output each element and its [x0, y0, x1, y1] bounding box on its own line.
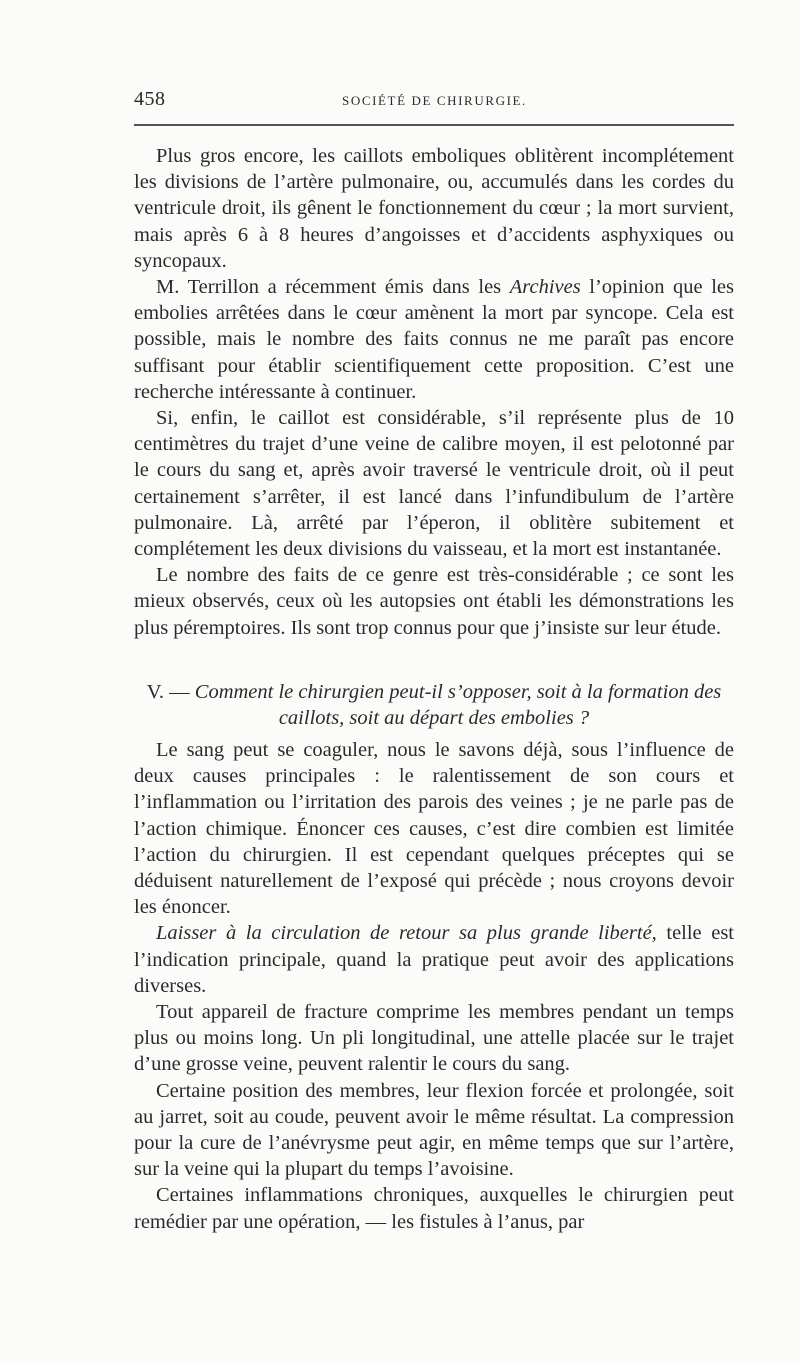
- paragraph-appareil-fracture: Tout appareil de fracture comprime les membres pendant un temps plus ou moins long. Un pli longitudinal, une attelle placée sur le trajet d’une grosse veine, peuvent ralentir le cours du sang.: [134, 1001, 734, 1076]
- body-text-lower: [134, 737, 734, 1235]
- section-number: V. —: [146, 681, 195, 703]
- laisser-italic: Laisser à la circulation de retour sa plus grande liberté,: [156, 922, 657, 945]
- paragraph-inflammations: Certaines inflammations chroniques, auxquelles le chirurgien peut remédier par une opération, — les fistules à l’anus, par: [134, 1184, 734, 1233]
- paragraph-caillot-considerable: Si, enfin, le caillot est considérable, s’il représente plus de 10 centimètres du trajet d’une veine de calibre moyen, il est pelotonné par le cours du sang et, après avoir traversé le ventricule droit, où il peut certainement s’arrêter, il est lancé dans l’infundibulum de l’artère pulmonaire. Là, arrêté par l’éperon, il oblitère subitement et complétement les deux divisions du vaisseau, et la mort est instantanée.: [134, 407, 734, 561]
- header-rule: [134, 124, 734, 126]
- terrillon-text-pre: M. Terrillon a récemment émis dans les: [156, 276, 510, 299]
- paragraph-position-membres: Certaine position des membres, leur flexion forcée et prolongée, soit au jarret, soit au coude, peuvent avoir le même résultat. La compression pour la cure de l’anévrysme peut agir, en même temps que sur l’artère, sur la veine qui la plupart du temps l’avoisine.: [134, 1079, 734, 1181]
- paragraph-nombre-faits: Le nombre des faits de ce genre est très-considérable ; ce sont les mieux observés, ceux où les autopsies ont établi les démonstrations les plus péremptoires. Ils sont trop connus pour que j’insiste sur leur étude.: [134, 564, 734, 639]
- terrillon-text-post: l’opinion que les embolies arrêtées dans le cœur amènent la mort par syncope.: [134, 276, 734, 325]
- paragraph-emboli-large: Plus gros encore, les caillots emboliques oblitèrent incomplétement les divisions de l’artère pulmonaire, ou, accumulés dans les cordes du ventricule droit, ils gênent le fonctionnement du cœur ; la mort survient, mais après 6 à 8 heures d’angoisses et d’accidents asphyxiques ou syncopaux.: [134, 145, 734, 272]
- section-heading: [134, 679, 734, 731]
- paragraph-sang-coaguler: Le sang peut se coaguler, nous le savons déjà, sous l’influence de deux causes principales : le ralentissement de son cours et l’inflammation ou l’irritation des parois des veines ; je ne parle pas de l’action chimique. Énoncer ces causes, c’est dire combien est limitée l’action du chirurgien. Il est cependant quelques préceptes qui se déduisent naturellement de l’exposé qui précède ; nous croyons devoir les énoncer.: [134, 739, 734, 919]
- archives-title: Archives: [509, 276, 581, 299]
- paragraph-terrillon: [134, 274, 734, 405]
- page-number: 458: [134, 88, 166, 110]
- paragraph-laisser: [134, 920, 734, 999]
- paragraph-possible: Cela est possible, mais le nombre des faits connus ne me paraît pas encore suffisant pour établir scientifiquement cette proposition. C’est une recherche intéressante à continuer.: [134, 302, 734, 403]
- body-text-upper: [134, 143, 734, 641]
- running-head: [134, 88, 734, 118]
- laisser-rest: telle est l’indication principale, quand la pratique peut avoir des applications diverses.: [134, 922, 734, 997]
- running-title: SOCIÉTÉ DE CHIRURGIE.: [342, 93, 527, 108]
- section-title: Comment le chirurgien peut-il s’opposer, soit à la formation des caillots, soit au départ des embolies ?: [194, 681, 722, 729]
